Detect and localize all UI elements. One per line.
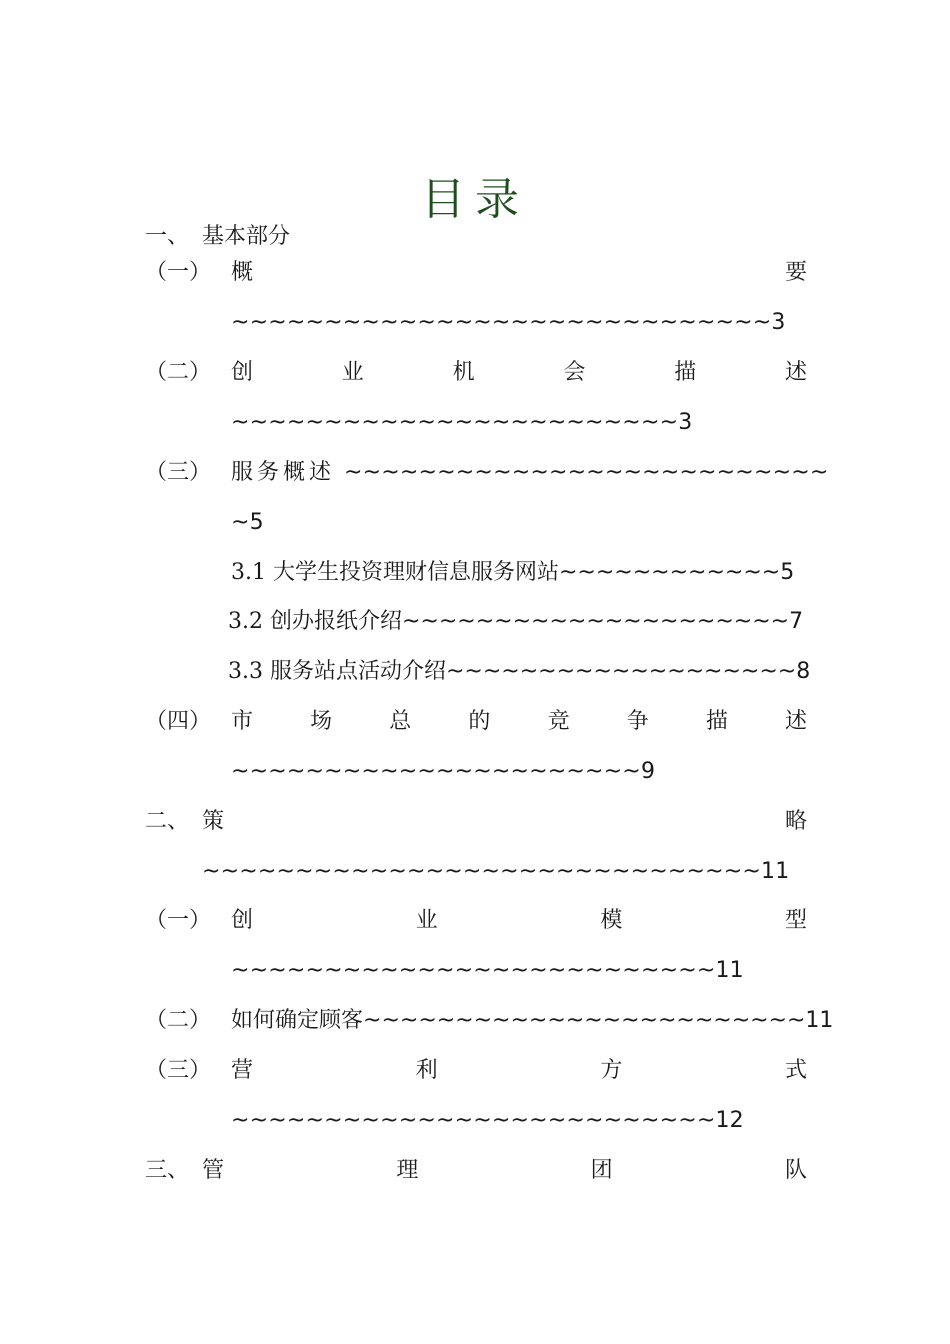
leader-with-page: ~~~~~~~~~~~~~~~~~~~~~~~~~~11 (231, 958, 744, 983)
entry-number: （一） (145, 908, 212, 933)
leader-with-page: ~~~~~~~~~~~~~~~~~~~~~7 (401, 609, 804, 634)
entry-text: 3.2 创办报纸介绍 (228, 609, 402, 634)
toc-leader-line (0, 508, 950, 538)
leader-with-page: ~5 (231, 510, 264, 535)
entry-text: 3.1 大学生投资理财信息服务网站 (231, 560, 559, 585)
entry-number: 一、 (145, 224, 190, 249)
entry-text: 服务概述 (231, 460, 336, 485)
toc-leader-line (0, 308, 950, 338)
toc-leader-line (0, 1106, 950, 1136)
entry-number: （二） (145, 1008, 212, 1033)
entry-number: （二） (145, 360, 212, 385)
entry-number: （三） (145, 1058, 212, 1083)
toc-entry (0, 807, 950, 837)
entry-number: （三） (145, 460, 212, 485)
toc-entry (0, 222, 950, 252)
leader-with-page: ~~~~~~~~~~~~~~~~~~~~~~~~~~12 (231, 1108, 744, 1133)
toc-entry (0, 458, 950, 488)
toc-entry (0, 1006, 950, 1036)
leader-with-page: ~~~~~~~~~~~~~~~~~~~~~~~~~~~~~~11 (202, 859, 790, 884)
leader-with-page: ~~~~~~~~~~~~~~~~~~~~~~~~3 (231, 410, 693, 435)
toc-title: 目录 (421, 174, 529, 225)
toc-leader-line (0, 956, 950, 986)
entry-text: 创 业 模 型 (231, 908, 807, 933)
toc-leader-line (0, 757, 950, 787)
entry-text: 概 要 (231, 260, 807, 285)
entry-number: 二、 (145, 809, 190, 834)
entry-text: 创 业 机 会 描 述 (231, 360, 807, 385)
toc-entry (0, 906, 950, 936)
toc-leader-line (0, 857, 950, 887)
entry-text: 3.3 服务站点活动介绍 (228, 659, 446, 684)
toc-entry (0, 1056, 950, 1086)
entry-text: 管 理 团 队 (202, 1158, 807, 1183)
toc-entry (0, 258, 950, 288)
toc-entry (0, 1156, 950, 1186)
entry-number: 三、 (145, 1158, 190, 1183)
entry-number: （四） (145, 709, 212, 734)
leader-with-page: ~~~~~~~~~~~~~~~~~~~~~~9 (231, 759, 656, 784)
toc-entry (0, 707, 950, 737)
toc-leader-line (0, 408, 950, 438)
entry-text: 营 利 方 式 (231, 1058, 807, 1083)
leader-with-page: ~~~~~~~~~~~~~~~~~~~~~~~~~~~~~3 (231, 310, 786, 335)
leader-inline: ~~~~~~~~~~~~~~~~~~~~~~~~~~ (344, 460, 829, 485)
leader-with-page: ~~~~~~~~~~~~~~~~~~~~~~~~11 (363, 1008, 834, 1033)
leader-with-page: ~~~~~~~~~~~~5 (558, 560, 795, 585)
entry-text: 策 略 (202, 809, 807, 834)
toc-entry (0, 358, 950, 388)
entry-text: 基本部分 (202, 224, 291, 249)
entry-text: 如何确定顾客 (231, 1008, 364, 1033)
entry-number: （一） (145, 260, 212, 285)
entry-text: 市 场 总 的 竞 争 描 述 (231, 709, 807, 734)
leader-with-page: ~~~~~~~~~~~~~~~~~~~8 (445, 659, 811, 684)
